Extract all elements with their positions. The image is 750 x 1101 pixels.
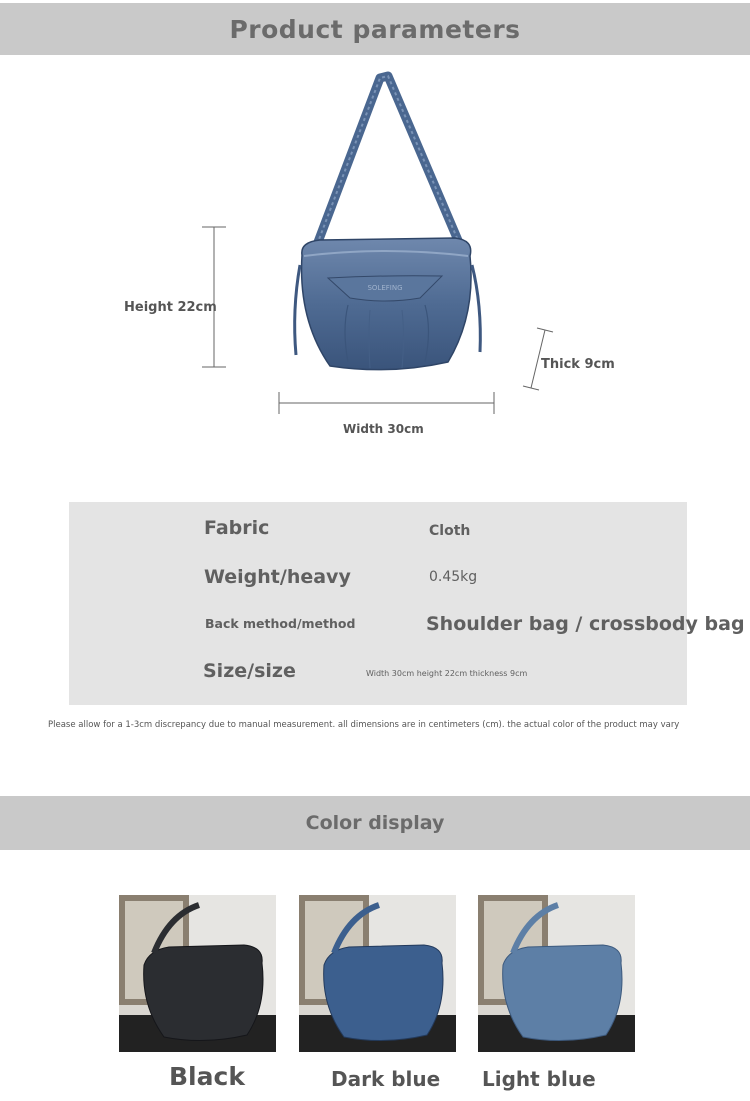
thick-label: Thick 9cm xyxy=(541,357,615,372)
param-label-size: Size/size xyxy=(203,660,296,682)
measurement-disclaimer: Please allow for a 1-3cm discrepancy due to manual measurement. all dimensions are in centimeters (cm). the actual color of the product may vary xyxy=(48,720,680,730)
param-value-size: Width 30cm height 22cm thickness 9cm xyxy=(366,669,528,678)
param-value-weight: 0.45kg xyxy=(429,569,478,585)
param-label-carry: Back method/method xyxy=(205,616,356,631)
color-swatch-dark-blue[interactable] xyxy=(299,895,456,1052)
svg-text:SOLEFING: SOLEFING xyxy=(367,284,403,292)
product-parameters-banner xyxy=(0,3,750,55)
color-label-light-blue: Light blue xyxy=(482,1067,596,1091)
section-title: Product parameters xyxy=(229,14,521,44)
width-marker xyxy=(277,390,497,416)
color-label-dark-blue: Dark blue xyxy=(331,1067,441,1091)
bag-product-image xyxy=(270,70,500,380)
height-marker xyxy=(200,226,228,368)
param-label-fabric: Fabric xyxy=(204,517,270,539)
color-swatch-light-blue[interactable] xyxy=(478,895,635,1052)
param-value-fabric: Cloth xyxy=(429,523,471,539)
color-display-banner xyxy=(0,796,750,850)
param-label-weight: Weight/heavy xyxy=(204,566,351,588)
color-swatch-black[interactable] xyxy=(119,895,276,1052)
color-label-black: Black xyxy=(169,1062,245,1091)
width-label: Width 30cm xyxy=(343,422,424,436)
parameters-table xyxy=(69,502,745,705)
param-value-carry: Shoulder bag / crossbody bag xyxy=(426,613,745,635)
section-title: Color display xyxy=(305,812,445,834)
height-label: Height 22cm xyxy=(124,300,217,315)
